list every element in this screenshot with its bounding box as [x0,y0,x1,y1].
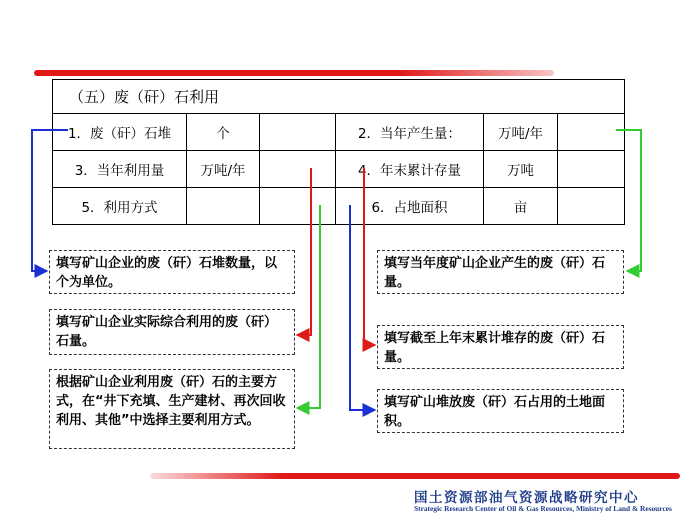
label-waste-heap-count: 1．废（矸）石堆 [53,114,187,151]
input-year-end-stock[interactable] [558,151,625,188]
unit-annual-utilization: 万吨/年 [187,151,260,188]
unit-annual-output: 万吨/年 [484,114,558,151]
top-red-divider [34,70,554,76]
label-land-area: 6．占地面积 [336,188,484,225]
callout-annual-output: 填写当年度矿山企业产生的废（矸）石量。 [377,250,624,294]
callout-annual-utilization: 填写矿山企业实际综合利用的废（矸）石量。 [49,309,295,355]
callout-heap-count: 填写矿山企业的废（矸）石堆数量，以个为单位。 [49,250,295,294]
label-annual-output: 2．当年产生量： [336,114,484,151]
organization-name-en: Strategic Research Center of Oil & Gas Resources, Ministry of Land & Resources [414,504,672,513]
input-annual-output[interactable] [558,114,625,151]
label-utilization-method: 5．利用方式 [53,188,187,225]
table-row [53,114,625,151]
input-annual-utilization[interactable] [260,151,336,188]
unit-land-area: 亩 [484,188,558,225]
table-row [53,188,625,225]
callout-year-end-stock: 填写截至上年末累计堆存的废（矸）石量。 [377,325,624,369]
table-title: （五）废（矸）石利用 [53,80,625,114]
input-utilization-method-extra[interactable] [260,188,336,225]
arrow-blue-land-area [350,205,375,410]
input-land-area[interactable] [558,188,625,225]
label-annual-utilization: 3．当年利用量 [53,151,187,188]
table-row [53,151,625,188]
callout-utilization-method: 根据矿山企业利用废（矸）石的主要方式，在“井下充填、生产建材、再次回收利用、其他”中选择主要利用方式。 [49,369,295,449]
label-year-end-stock: 4．年末累计存量 [336,151,484,188]
organization-name-cn: 国土资源部油气资源战略研究中心 [414,490,639,506]
blurred-logo [14,22,174,52]
callout-land-area: 填写矿山堆放废（矸）石占用的土地面积。 [377,389,624,433]
unit-heaps: 个 [187,114,260,151]
bottom-red-divider [150,473,680,479]
input-waste-heap-count[interactable] [260,114,336,151]
waste-rock-form-table [52,79,625,225]
input-utilization-method[interactable] [187,188,260,225]
table-title-row [53,80,625,114]
unit-year-end-stock: 万吨 [484,151,558,188]
arrow-green-utilization-method [297,205,320,408]
